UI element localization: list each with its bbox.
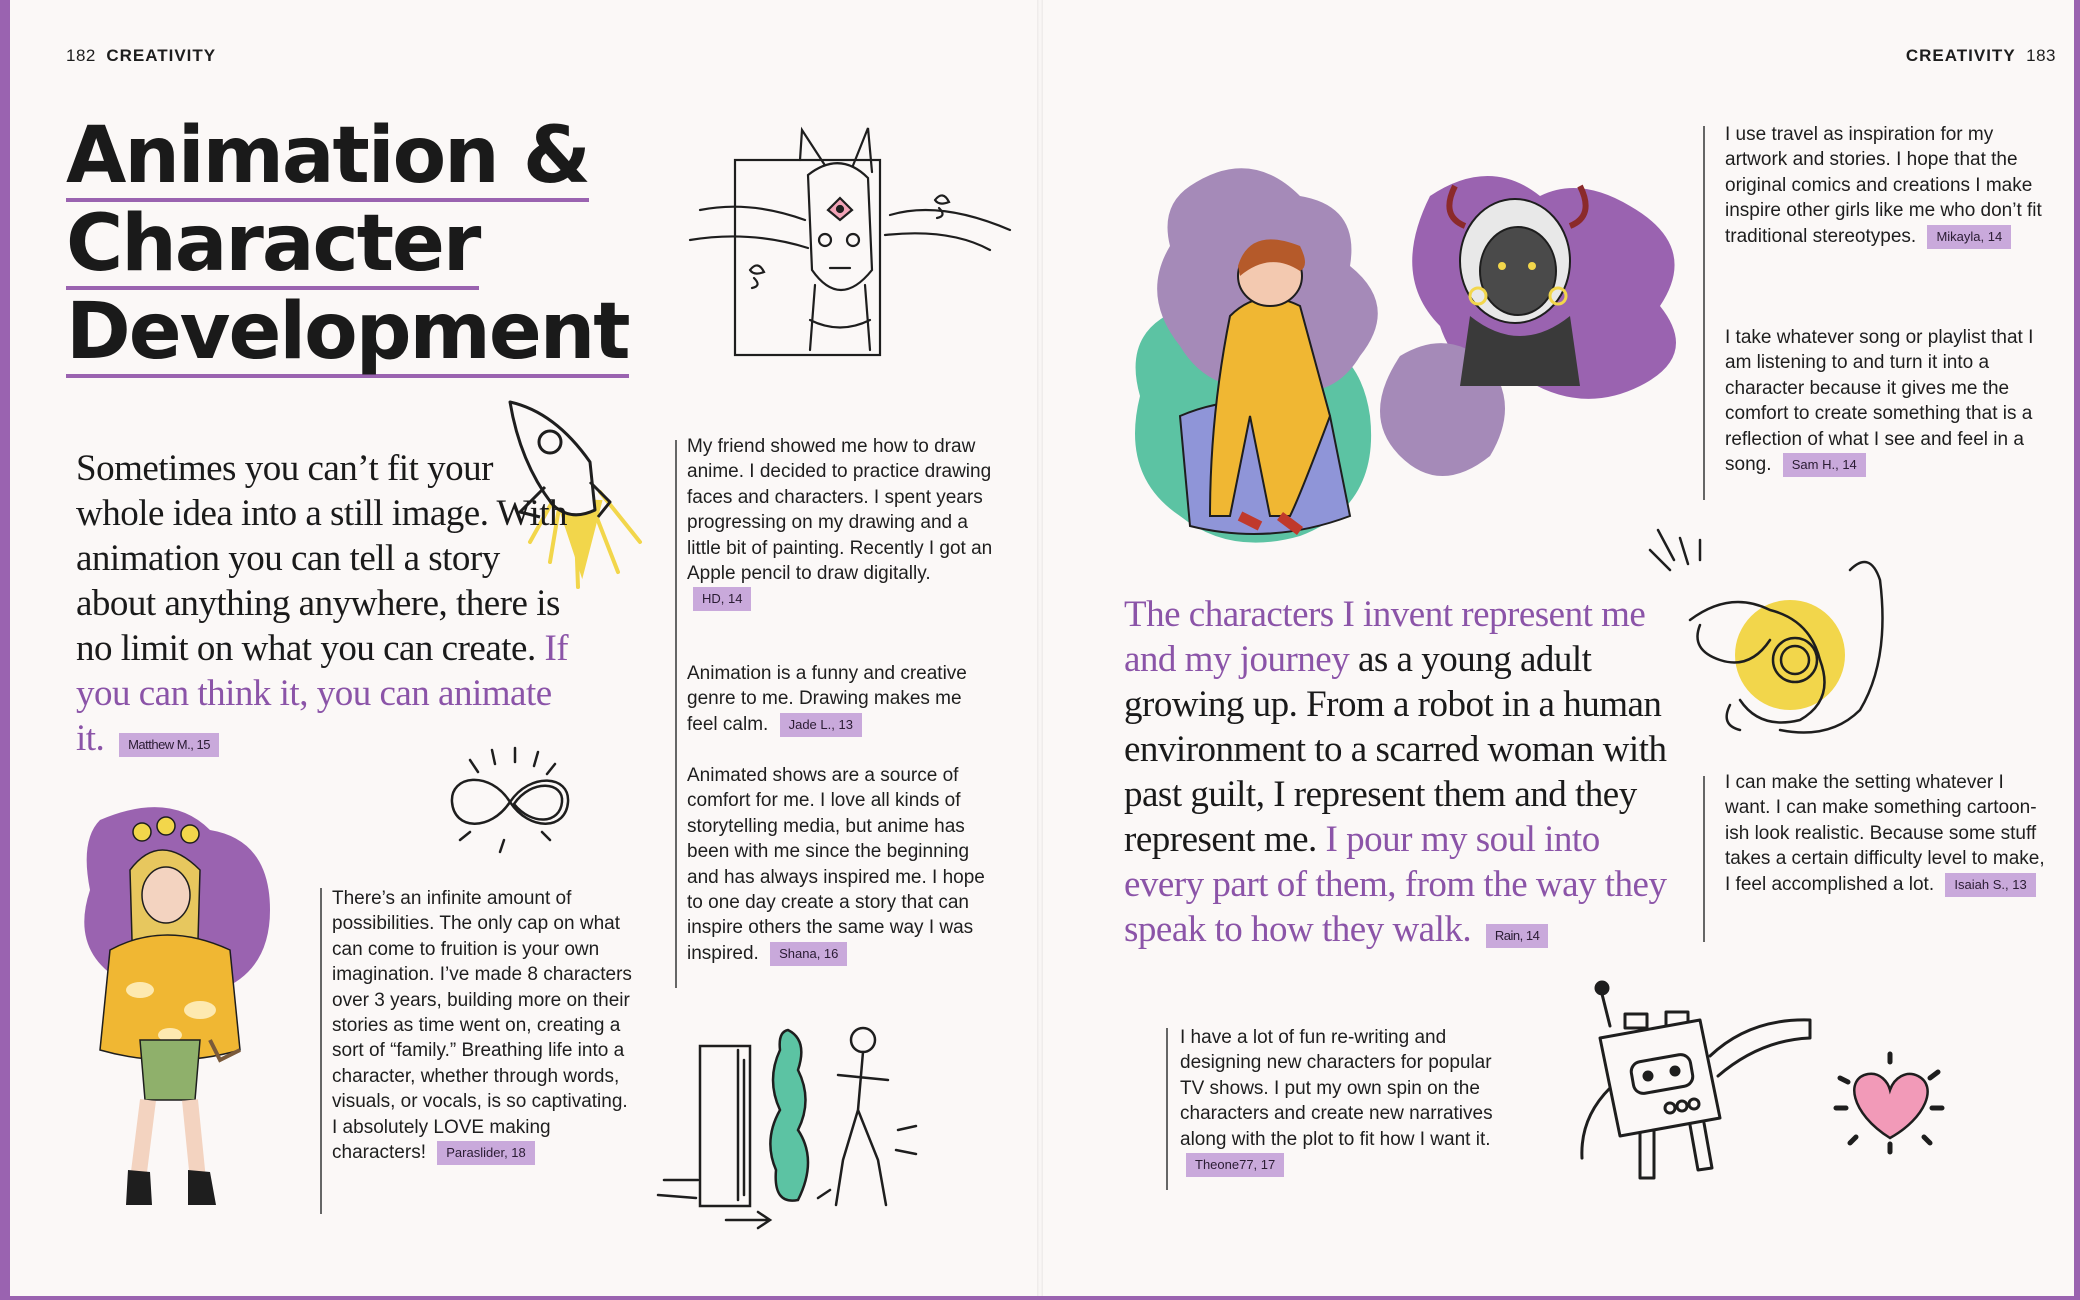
credit-tag: Jade L., 13 xyxy=(780,713,862,737)
right-folio xyxy=(1906,46,2056,66)
pull-quote-highlight: The characters I invent represent me and my journey xyxy=(1124,594,1646,680)
infinity-icon xyxy=(440,740,580,860)
credit-tag: Rain, 14 xyxy=(1486,924,1548,948)
quote-jade xyxy=(687,661,997,737)
divider-rule xyxy=(1703,126,1705,500)
heart-icon xyxy=(1830,1048,1950,1158)
divider-rule xyxy=(1703,776,1705,942)
robot-icon xyxy=(1570,978,1840,1188)
anime-characters-illustration xyxy=(1100,156,1700,566)
credit-tag: Shana, 16 xyxy=(770,942,847,966)
quote-text: Animated shows are a source of comfort for me. I love all kinds of storytelling media, but anime has been with me since the beginning and has always inspired me. I hope to one day create a story that can inspire others the same way I was inspired. xyxy=(687,765,985,964)
credit-tag: Theone77, 17 xyxy=(1186,1153,1284,1177)
quote-paraslider xyxy=(332,886,632,1165)
quote-text: I have a lot of fun re-writing and designing new characters for popular TV shows. I put my own spin on the characters and create new narratives along with the plot to fit how I want it. xyxy=(1180,1027,1493,1150)
title-line-2: Character xyxy=(66,199,480,289)
quote-text: There’s an infinite amount of possibilities. The only cap on what can come to fruition is your own imagination. I’ve made 8 characters over 3 years, building more on their stories as time went on, creating a sort of “family.” Breathing life into a character, whether through words, visuals, or vocals, is so captivating. I absolutely LOVE making characters! xyxy=(332,888,632,1164)
title-line-3: Development xyxy=(66,287,629,377)
quote-mikayla xyxy=(1725,122,2045,249)
credit-tag: Sam H., 14 xyxy=(1783,453,1866,477)
hand-ring-icon xyxy=(1650,530,1920,750)
pull-quote-highlight: I pour my soul into every part of them, from the way they speak to how they walk. xyxy=(1124,819,1667,950)
credit-tag: Matthew M., 15 xyxy=(119,733,219,757)
page-number: 182 xyxy=(66,46,96,65)
quote-theone xyxy=(1180,1025,1510,1177)
quote-text: My friend showed me how to draw anime. I decided to practice drawing faces and characters. I spent years progressing on my drawing and a little bit of painting. Recently I got an Apple pencil to draw digitally. xyxy=(687,436,993,585)
credit-tag: Paraslider, 18 xyxy=(437,1141,535,1165)
spine-gutter xyxy=(1037,0,1043,1296)
girl-character-illustration xyxy=(70,800,300,1220)
credit-tag: Isaiah S., 13 xyxy=(1945,873,2035,897)
quote-text: I take whatever song or playlist that I am listening to and turn it into a character because it gives me the comfort to create something that is a reflection of what I see and feel in a song. xyxy=(1725,327,2034,476)
quote-shana xyxy=(687,763,997,966)
section-label: CREATIVITY xyxy=(106,46,217,65)
left-folio xyxy=(66,46,216,66)
right-page xyxy=(1040,0,2074,1296)
quote-text: I use travel as inspiration for my artwork and stories. I hope that the original comics and creations I make inspire other girls like me who don’t fit traditional stereotypes. xyxy=(1725,124,2042,247)
quote-sam xyxy=(1725,325,2045,477)
credit-tag: Mikayla, 14 xyxy=(1927,225,2011,249)
section-label: CREATIVITY xyxy=(1905,46,2016,65)
page-title xyxy=(66,111,629,378)
divider-rule xyxy=(1166,1028,1168,1190)
sketch-character-icon xyxy=(690,120,1020,370)
quote-text: I can make the setting whatever I want. I can make something cartoon-ish look realistic. Because some stuff takes a certain difficulty level to make, I feel accomplished a lot. xyxy=(1725,772,2045,895)
quote-text: Animation is a funny and creative genre to me. Drawing makes me feel calm. xyxy=(687,663,967,735)
intro-highlight: If you can think it, you can animate it. xyxy=(76,628,569,759)
page-number: 183 xyxy=(2026,46,2056,65)
pull-quote xyxy=(1124,592,1684,952)
title-line-1: Animation & xyxy=(66,111,589,201)
divider-rule xyxy=(675,440,677,988)
left-page xyxy=(0,0,1040,1296)
quote-isaiah xyxy=(1725,770,2045,897)
quote-hd xyxy=(687,434,997,612)
divider-rule xyxy=(320,888,322,1214)
pull-quote-text: as a young adult growing up. From a robot in a human environment to a scarred woman with past guilt, I represent them and they represent me. xyxy=(1124,639,1667,860)
intro-text: Sometimes you can’t fit your whole idea into a still image. With animation you can tell a story about anything anywhere, there is no limit on what you can create. xyxy=(76,448,568,669)
intro-paragraph xyxy=(76,446,576,761)
doodle-figures-icon xyxy=(658,1020,928,1220)
credit-tag: HD, 14 xyxy=(693,587,751,611)
